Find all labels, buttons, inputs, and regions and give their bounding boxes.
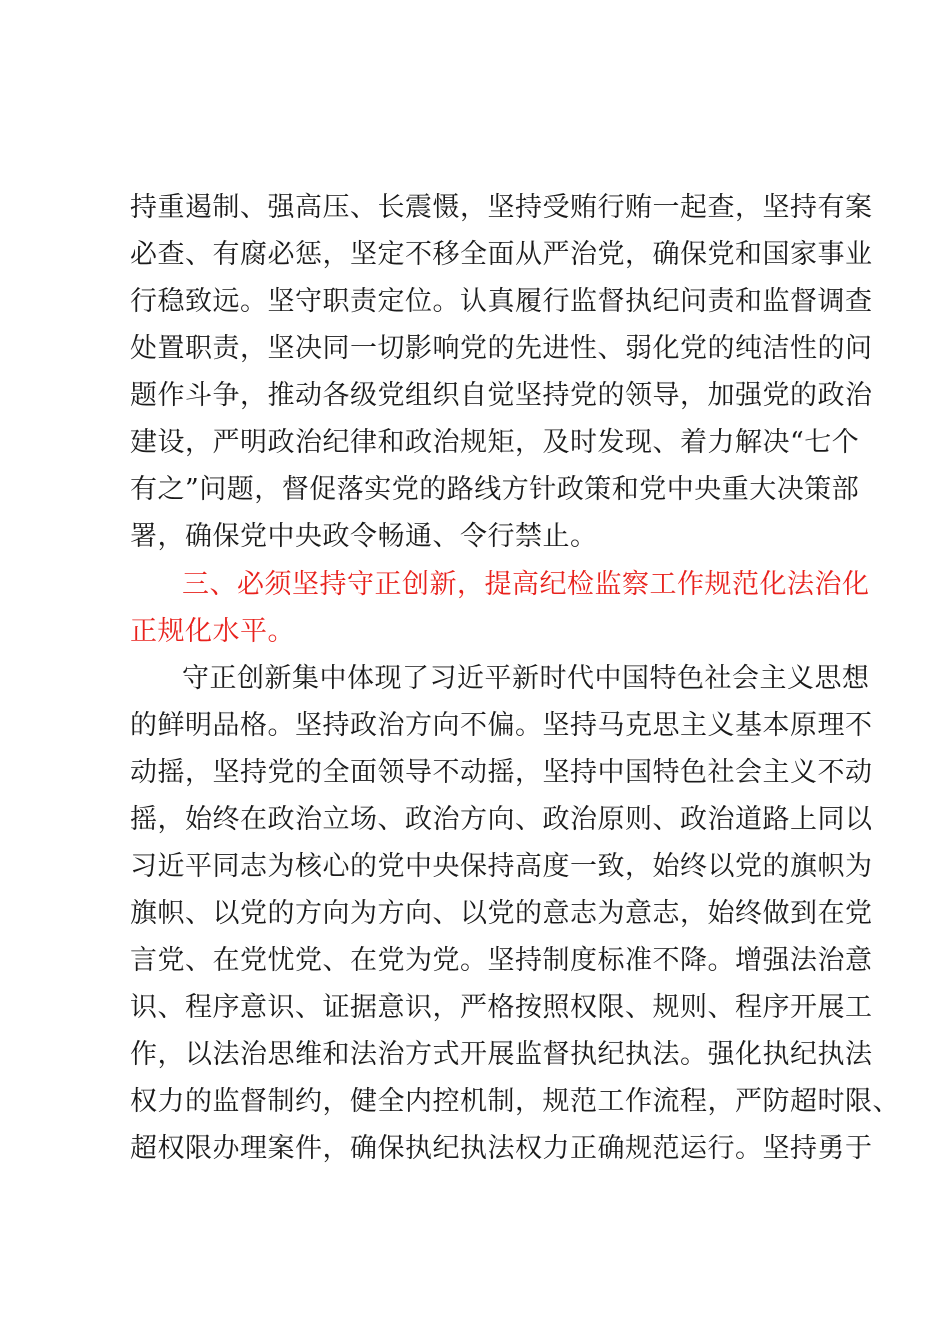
body-text-line: 处置职责，坚决同一切影响党的先进性、弱化党的纯洁性的问 xyxy=(130,333,873,364)
body-text-line: 题作斗争，推动各级党组织自觉坚持党的领导，加强党的政治 xyxy=(130,380,873,411)
body-text-line: 超权限办理案件，确保执纪执法权力正确规范运行。坚持勇于 xyxy=(130,1133,873,1164)
body-text-line: 行稳致远。坚守职责定位。认真履行监督执纪问责和监督调查 xyxy=(130,286,873,317)
section-heading: 正规化水平。 xyxy=(130,616,295,647)
body-text-line: 必查、有腐必惩，坚定不移全面从严治党，确保党和国家事业 xyxy=(130,239,873,270)
body-text-line: 旗帜、以党的方向为方向、以党的意志为意志，始终做到在党 xyxy=(130,898,873,929)
body-text-line: 权力的监督制约，健全内控机制，规范工作流程，严防超时限、 xyxy=(130,1086,900,1117)
body-text-line: 持重遏制、强高压、长震慑，坚持受贿行贿一起查，坚持有案 xyxy=(130,192,873,223)
body-text-line: 动摇，坚持党的全面领导不动摇，坚持中国特色社会主义不动 xyxy=(130,757,873,788)
section-heading: 三、必须坚持守正创新，提高纪检监察工作规范化法治化 xyxy=(182,569,870,600)
body-text-line: 有之”问题，督促落实党的路线方针政策和党中央重大决策部 xyxy=(130,474,860,505)
body-text-line: 作，以法治思维和法治方式开展监督执纪执法。强化执纪执法 xyxy=(130,1039,873,1070)
body-text-line: 的鲜明品格。坚持政治方向不偏。坚持马克思主义基本原理不 xyxy=(130,710,873,741)
body-text-line: 署，确保党中央政令畅通、令行禁止。 xyxy=(130,521,598,552)
body-text-line: 习近平同志为核心的党中央保持高度一致，始终以党的旗帜为 xyxy=(130,851,873,882)
body-text-line: 建设，严明政治纪律和政治规矩，及时发现、着力解决“七个 xyxy=(130,427,860,458)
body-text-line: 言党、在党忧党、在党为党。坚持制度标准不降。增强法治意 xyxy=(130,945,873,976)
body-text-line: 识、程序意识、证据意识，严格按照权限、规则、程序开展工 xyxy=(130,992,873,1023)
body-text-line: 摇，始终在政治立场、政治方向、政治原则、政治道路上同以 xyxy=(130,804,873,835)
body-text-line: 守正创新集中体现了习近平新时代中国特色社会主义思想 xyxy=(182,663,870,694)
